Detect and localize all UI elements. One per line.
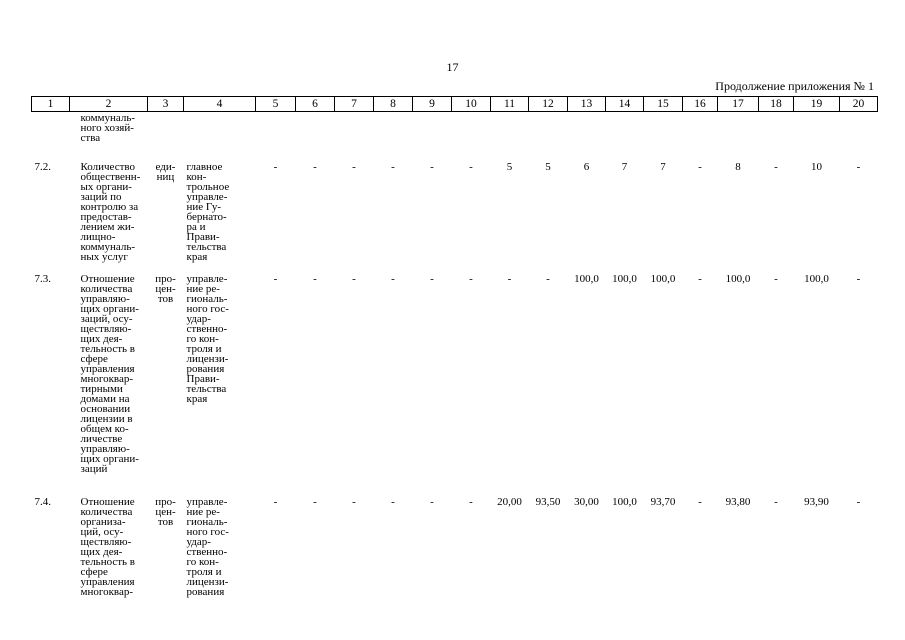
- value-cell: [794, 112, 840, 162]
- column-header: 6: [296, 97, 335, 112]
- value-cell: -: [430, 160, 434, 173]
- value-cell: 100,0: [804, 272, 829, 285]
- value-cell: -: [469, 272, 473, 285]
- table-row: [32, 112, 878, 162]
- value-cell: 93,80: [725, 495, 751, 508]
- value-cell: -: [430, 495, 434, 508]
- value-cell: -: [430, 272, 434, 285]
- value-cell: 93,70: [650, 495, 676, 508]
- value-cell: [568, 112, 606, 162]
- value-cell: 7: [660, 160, 666, 173]
- value-cell: -: [273, 495, 278, 508]
- column-header: 16: [683, 97, 718, 112]
- value-cell: 100,0: [725, 272, 751, 285]
- value-cell: [335, 112, 374, 162]
- row-number-cell: 7.3.: [34, 272, 51, 285]
- column-header: 9: [413, 97, 452, 112]
- unit-cell: про- цен- тов: [155, 272, 176, 305]
- value-cell: 7: [621, 160, 628, 173]
- column-header: 15: [644, 97, 683, 112]
- value-cell: 20,00: [497, 495, 522, 508]
- table-row: [32, 162, 878, 274]
- value-cell: 100,0: [612, 495, 637, 508]
- value-cell: -: [856, 160, 861, 173]
- value-cell: -: [469, 160, 473, 173]
- value-cell: -: [698, 495, 702, 508]
- value-cell: 93,90: [804, 495, 829, 508]
- value-cell: -: [507, 272, 512, 285]
- table-row: [32, 274, 878, 497]
- column-header: 19: [794, 97, 840, 112]
- unit-cell: еди- ниц: [155, 160, 176, 183]
- value-cell: -: [698, 160, 702, 173]
- value-cell: -: [352, 272, 356, 285]
- value-cell: -: [698, 272, 702, 285]
- value-cell: 93,50: [535, 495, 561, 508]
- value-cell: [413, 112, 452, 162]
- value-cell: -: [469, 495, 473, 508]
- value-cell: -: [774, 495, 778, 508]
- value-cell: -: [313, 272, 317, 285]
- value-cell: [840, 112, 878, 162]
- value-cell: -: [313, 160, 317, 173]
- value-cell: -: [273, 272, 278, 285]
- indicator-name-cell: Количество общественн- ых органи- заций по контролю за предостав- лением жи- лищно- коммуналь- ных услуг: [80, 160, 141, 263]
- indicators-table: [31, 96, 878, 627]
- column-header: 1: [32, 97, 70, 112]
- column-header: 13: [568, 97, 606, 112]
- value-cell: 5: [545, 160, 551, 173]
- value-cell: [256, 112, 296, 162]
- value-cell: [374, 112, 413, 162]
- header-row: [32, 97, 878, 112]
- row-number-cell: [32, 112, 70, 162]
- table-row: [32, 497, 878, 627]
- value-cell: -: [856, 272, 861, 285]
- column-header: 4: [184, 97, 256, 112]
- value-cell: -: [391, 272, 395, 285]
- value-cell: -: [774, 160, 778, 173]
- row-number-cell: 7.4.: [34, 495, 51, 508]
- value-cell: -: [352, 495, 356, 508]
- value-cell: -: [546, 272, 550, 285]
- value-cell: [529, 112, 568, 162]
- column-header: 12: [529, 97, 568, 112]
- column-header: 17: [718, 97, 759, 112]
- unit-cell: про- цен- тов: [155, 495, 176, 528]
- page-number: 17: [446, 60, 459, 74]
- responsible-cell: управле- ние ре- гиональ- ного гос- удар- ственно- го кон- троля и лицензи- рования: [186, 495, 229, 598]
- value-cell: -: [391, 495, 395, 508]
- value-cell: -: [352, 160, 356, 173]
- column-header: 8: [374, 97, 413, 112]
- column-header: 2: [70, 97, 148, 112]
- value-cell: [718, 112, 759, 162]
- value-cell: 8: [735, 160, 741, 173]
- value-cell: -: [774, 272, 778, 285]
- value-cell: 100,0: [612, 272, 637, 285]
- column-header: 10: [452, 97, 491, 112]
- unit-cell: [148, 112, 184, 162]
- value-cell: [606, 112, 644, 162]
- column-header: 18: [759, 97, 794, 112]
- column-header: 14: [606, 97, 644, 112]
- value-cell: -: [856, 495, 861, 508]
- value-cell: [452, 112, 491, 162]
- value-cell: 5: [506, 160, 513, 173]
- value-cell: [759, 112, 794, 162]
- value-cell: [644, 112, 683, 162]
- value-cell: [683, 112, 718, 162]
- value-cell: 100,0: [650, 272, 676, 285]
- value-cell: -: [273, 160, 278, 173]
- responsible-cell: управле- ние ре- гиональ- ного гос- удар- ственно- го кон- троля и лицензи- рования Прави- тельства края: [186, 272, 229, 405]
- value-cell: [491, 112, 529, 162]
- column-header: 20: [840, 97, 878, 112]
- value-cell: 100,0: [574, 272, 599, 285]
- column-header: 5: [256, 97, 296, 112]
- value-cell: [296, 112, 335, 162]
- column-header: 7: [335, 97, 374, 112]
- appendix-continuation-label: Продолжение приложения № 1: [715, 79, 874, 93]
- row-number-cell: 7.2.: [34, 160, 51, 173]
- value-cell: 10: [811, 160, 822, 173]
- value-cell: -: [313, 495, 317, 508]
- column-header: 11: [491, 97, 529, 112]
- column-header: 3: [148, 97, 184, 112]
- value-cell: 30,00: [574, 495, 599, 508]
- indicator-name-cell: Отношение количества организа- ций, осу- ществляю- щих дея- тельность в сфере управления многоквар-: [80, 495, 136, 598]
- responsible-cell: главное кон- трольное управле- ние Гу- бернато- ра и Прави- тельства края: [186, 160, 230, 263]
- indicator-name-cell: Отношение количества управляю- щих органи- заций, осу- ществляю- щих дея- тельность в сфере управления многоквар- тирными домами на основании лицензии в общем ко- личестве управляю- щих органи- заций: [80, 272, 139, 475]
- responsible-cell: [184, 112, 256, 162]
- value-cell: 6: [583, 160, 590, 173]
- indicator-name-cell: коммуналь- ного хозяй- ства: [80, 112, 136, 144]
- value-cell: -: [391, 160, 395, 173]
